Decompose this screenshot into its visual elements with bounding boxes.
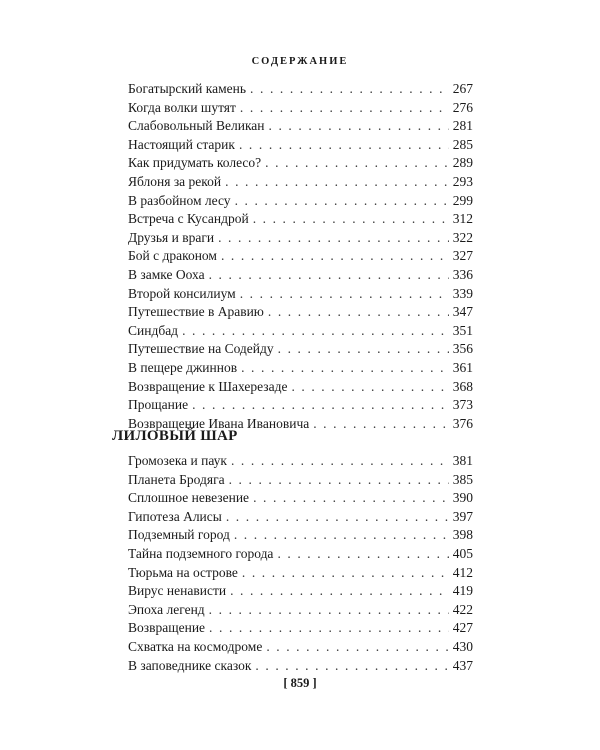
toc-entry-page: 430 xyxy=(452,638,473,654)
toc-leader-dots xyxy=(241,359,449,378)
toc-entry-title: Прощание xyxy=(128,397,189,413)
toc-leader-dots xyxy=(269,117,449,136)
toc-entry xyxy=(128,471,473,490)
toc-entry-page: 405 xyxy=(452,545,473,561)
toc-entry-page: 312 xyxy=(452,211,473,227)
toc-entry-title: Встреча с Кусандрой xyxy=(128,211,249,227)
toc-entry-page: 293 xyxy=(452,173,473,189)
toc-entry xyxy=(128,285,473,304)
toc-leader-dots xyxy=(255,657,448,676)
toc-leader-dots xyxy=(240,285,449,304)
toc-entry-title: Схватка на космодроме xyxy=(128,638,263,654)
toc-entry-page: 422 xyxy=(452,601,473,617)
toc-leader-dots xyxy=(231,452,449,471)
toc-entry-page: 267 xyxy=(452,81,473,96)
page-header: СОДЕРЖАНИЕ xyxy=(251,56,349,67)
toc-entry-title: Как придумать колесо? xyxy=(128,155,262,171)
toc-leader-dots xyxy=(313,415,449,434)
toc-entry xyxy=(128,564,473,583)
toc-entry-title: Громозека и паук xyxy=(128,453,227,468)
toc-entry xyxy=(128,117,473,136)
toc-entry xyxy=(128,489,473,508)
toc-entry-title: Путешествие в Аравию xyxy=(128,304,264,320)
toc-leader-dots xyxy=(192,396,449,415)
toc-leader-dots xyxy=(221,247,449,266)
toc-entry xyxy=(128,99,473,118)
toc-entry-page: 347 xyxy=(452,304,473,320)
toc-entry-page: 285 xyxy=(452,136,473,152)
toc-entry-title: Гипотеза Алисы xyxy=(128,508,222,524)
toc-entry-page: 322 xyxy=(452,229,473,245)
toc-entry-page: 412 xyxy=(452,564,473,580)
toc-leader-dots xyxy=(266,638,448,657)
toc-entry xyxy=(128,359,473,378)
toc-entry-title: Эпоха легенд xyxy=(128,601,205,617)
toc-leader-dots xyxy=(235,192,449,211)
toc-entry xyxy=(128,378,473,397)
toc-entry-page: 381 xyxy=(452,453,473,468)
toc-entry-page: 419 xyxy=(452,583,473,599)
toc-entry xyxy=(128,303,473,322)
toc-entry xyxy=(128,192,473,211)
section-title-lilovy-shar: ЛИЛОВЫЙ ШАР xyxy=(112,428,238,444)
toc-list-part-2 xyxy=(128,452,473,675)
toc-entry-page: 336 xyxy=(452,266,473,282)
toc-leader-dots xyxy=(209,266,449,285)
page-number: [ 859 ] xyxy=(283,676,317,690)
toc-entry-title: Друзья и враги xyxy=(128,229,215,245)
toc-entry-title: Путешествие на Содейду xyxy=(128,341,274,357)
toc-entry xyxy=(128,452,473,471)
toc-entry-title: Возвращение Ивана Ивановича xyxy=(128,415,310,431)
toc-leader-dots xyxy=(265,154,449,173)
toc-entry-title: Слабовольный Великан xyxy=(128,118,265,134)
toc-entry-page: 373 xyxy=(452,397,473,413)
toc-entry xyxy=(128,508,473,527)
toc-entry xyxy=(128,322,473,341)
toc-leader-dots xyxy=(209,601,449,620)
toc-entry xyxy=(128,619,473,638)
toc-entry-page: 351 xyxy=(452,322,473,338)
toc-entry xyxy=(128,657,473,676)
toc-entry-page: 397 xyxy=(452,508,473,524)
toc-leader-dots xyxy=(242,564,449,583)
toc-list-part-1 xyxy=(128,80,473,433)
toc-leader-dots xyxy=(182,322,449,341)
toc-entry-title: Богатырский камень xyxy=(128,81,247,96)
toc-entry xyxy=(128,638,473,657)
toc-leader-dots xyxy=(239,136,449,155)
toc-entry-page: 427 xyxy=(452,620,473,636)
toc-entry-page: 361 xyxy=(452,359,473,375)
toc-entry xyxy=(128,173,473,192)
toc-entry-page: 299 xyxy=(452,192,473,208)
toc-entry-title: Бой с драконом xyxy=(128,248,217,264)
toc-entry-title: Когда волки шутят xyxy=(128,99,236,115)
toc-entry xyxy=(128,266,473,285)
toc-leader-dots xyxy=(268,303,449,322)
toc-entry-title: Настоящий старик xyxy=(128,136,235,152)
toc-leader-dots xyxy=(291,378,448,397)
toc-entry-title: Подземный город xyxy=(128,527,230,543)
toc-leader-dots xyxy=(226,508,449,527)
toc-entry-page: 327 xyxy=(452,248,473,264)
toc-entry xyxy=(128,154,473,173)
toc-entry-title: Планета Бродяга xyxy=(128,471,225,487)
toc-entry-page: 281 xyxy=(452,118,473,134)
toc-entry-title: Тайна подземного города xyxy=(128,545,274,561)
toc-leader-dots xyxy=(225,173,449,192)
toc-entry-title: Яблоня за рекой xyxy=(128,173,222,189)
toc-leader-dots xyxy=(253,489,449,508)
toc-leader-dots xyxy=(240,99,449,118)
toc-entry xyxy=(128,80,473,99)
toc-leader-dots xyxy=(230,582,449,601)
toc-entry-title: В пещере джиннов xyxy=(128,359,238,375)
toc-entry-page: 368 xyxy=(452,378,473,394)
toc-leader-dots xyxy=(229,471,449,490)
toc-entry-page: 356 xyxy=(452,341,473,357)
toc-entry xyxy=(128,396,473,415)
toc-entry xyxy=(128,545,473,564)
toc-entry xyxy=(128,136,473,155)
toc-entry xyxy=(128,210,473,229)
toc-entry-page: 398 xyxy=(452,527,473,543)
toc-entry-title: В заповеднике сказок xyxy=(128,657,252,673)
toc-leader-dots xyxy=(277,545,448,564)
toc-entry-page: 385 xyxy=(452,471,473,487)
toc-entry-title: Возвращение к Шахерезаде xyxy=(128,378,288,394)
toc-entry-page: 437 xyxy=(452,657,473,673)
toc-entry-page: 376 xyxy=(452,415,473,431)
toc-entry-page: 289 xyxy=(452,155,473,171)
toc-leader-dots xyxy=(218,229,449,248)
toc-leader-dots xyxy=(250,80,449,99)
toc-entry-page: 276 xyxy=(452,99,473,115)
toc-entry-page: 339 xyxy=(452,285,473,301)
toc-leader-dots xyxy=(234,526,449,545)
toc-entry-title: В разбойном лесу xyxy=(128,192,231,208)
toc-entry-title: Второй консилиум xyxy=(128,285,236,301)
toc-entry xyxy=(128,601,473,620)
toc-entry xyxy=(128,340,473,359)
toc-entry-title: Тюрьма на острове xyxy=(128,564,238,580)
toc-entry-title: Возвращение xyxy=(128,620,206,636)
toc-entry xyxy=(128,247,473,266)
toc-entry xyxy=(128,229,473,248)
toc-entry-title: Вирус ненависти xyxy=(128,583,227,599)
toc-leader-dots xyxy=(278,340,449,359)
toc-entry-title: Сплошное невезение xyxy=(128,490,250,506)
toc-entry xyxy=(128,526,473,545)
toc-entry-title: В замке Ооха xyxy=(128,266,205,282)
toc-entry-title: Синдбад xyxy=(128,322,179,338)
toc-entry xyxy=(128,582,473,601)
toc-leader-dots xyxy=(253,210,449,229)
toc-entry-page: 390 xyxy=(452,490,473,506)
toc-leader-dots xyxy=(209,619,449,638)
